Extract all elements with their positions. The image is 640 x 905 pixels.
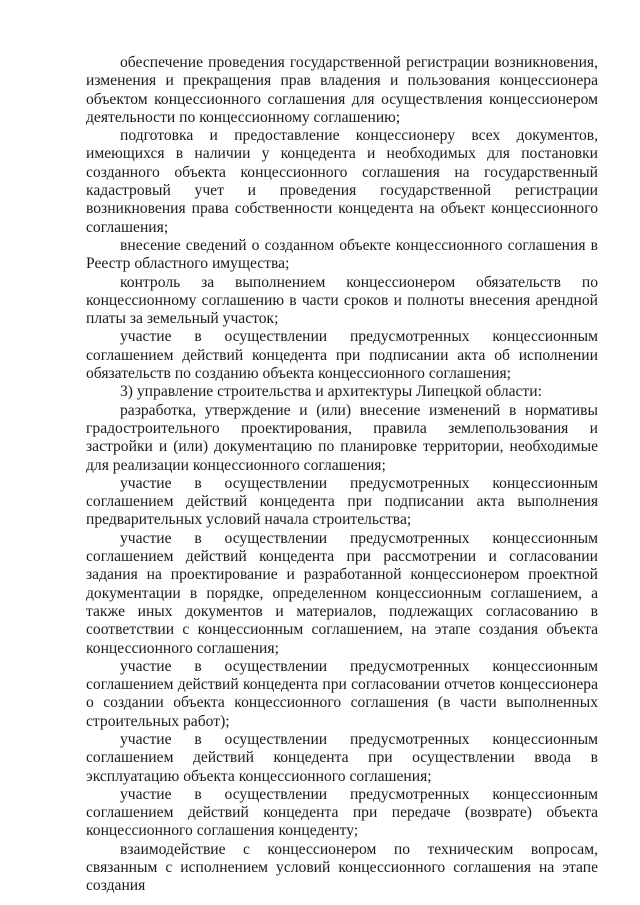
- paragraph: участие в осуществлении предусмотренных концессионным соглашением действий концедента при согласовании отчетов концессионера о создании объекта концессионного соглашения (в части выполненных строительных работ);: [86, 657, 598, 730]
- paragraph: подготовка и предоставление концессионеру всех документов, имеющихся в наличии у концедента и необходимых для постановки созданного объекта концессионного соглашения на государственный кадастровый учет и проведения государственной регистрации возникновения права собственности концедента на объект концессионного соглашения;: [86, 127, 598, 236]
- paragraph: участие в осуществлении предусмотренных концессионным соглашением действий концедента при подписании акта об исполнении обязательств по созданию объекта концессионного соглашения;: [86, 328, 598, 383]
- paragraph: участие в осуществлении предусмотренных концессионным соглашением действий концедента при рассмотрении и согласовании задания на проектирование и разработанной концессионером проектной документации в порядке, определенном концессионным соглашением, а также иных документов и материалов, подлежащих согласованию в соответствии с концессионным соглашением, на этапе создания объекта концессионного соглашения;: [86, 529, 598, 657]
- paragraph: контроль за выполнением концессионером обязательств по концессионному соглашению в части сроков и полноты внесения арендной платы за земельный участок;: [86, 273, 598, 328]
- paragraph: участие в осуществлении предусмотренных концессионным соглашением действий концедента при передаче (возврате) объекта концессионного соглашения концеденту;: [86, 785, 598, 840]
- paragraph: участие в осуществлении предусмотренных концессионным соглашением действий концедента при подписании акта выполнения предварительных условий начала строительства;: [86, 474, 598, 529]
- section-heading: 3) управление строительства и архитектуры Липецкой области:: [120, 383, 542, 401]
- paragraph: разработка, утверждение и (или) внесение изменений в нормативы градостроительного проектирования, правила землепользования и застройки и (или) документацию по планировке территории, необходимые для реализации концессионного соглашения;: [86, 401, 598, 474]
- paragraph: участие в осуществлении предусмотренных концессионным соглашением действий концедента при осуществлении ввода в эксплуатацию объекта концессионного соглашения;: [86, 730, 598, 785]
- paragraph: внесение сведений о созданном объекте концессионного соглашения в Реестр областного имущества;: [86, 236, 598, 273]
- document-page: [86, 54, 598, 896]
- paragraph: взаимодействие с концессионером по техническим вопросам, связанным с исполнением условий концессионного соглашения на этапе создания: [86, 840, 598, 895]
- paragraph: обеспечение проведения государственной регистрации возникновения, изменения и прекращения прав владения и пользования концессионера объектом концессионного соглашения для осуществления концессионером деятельности по концессионному соглашению;: [86, 54, 598, 126]
